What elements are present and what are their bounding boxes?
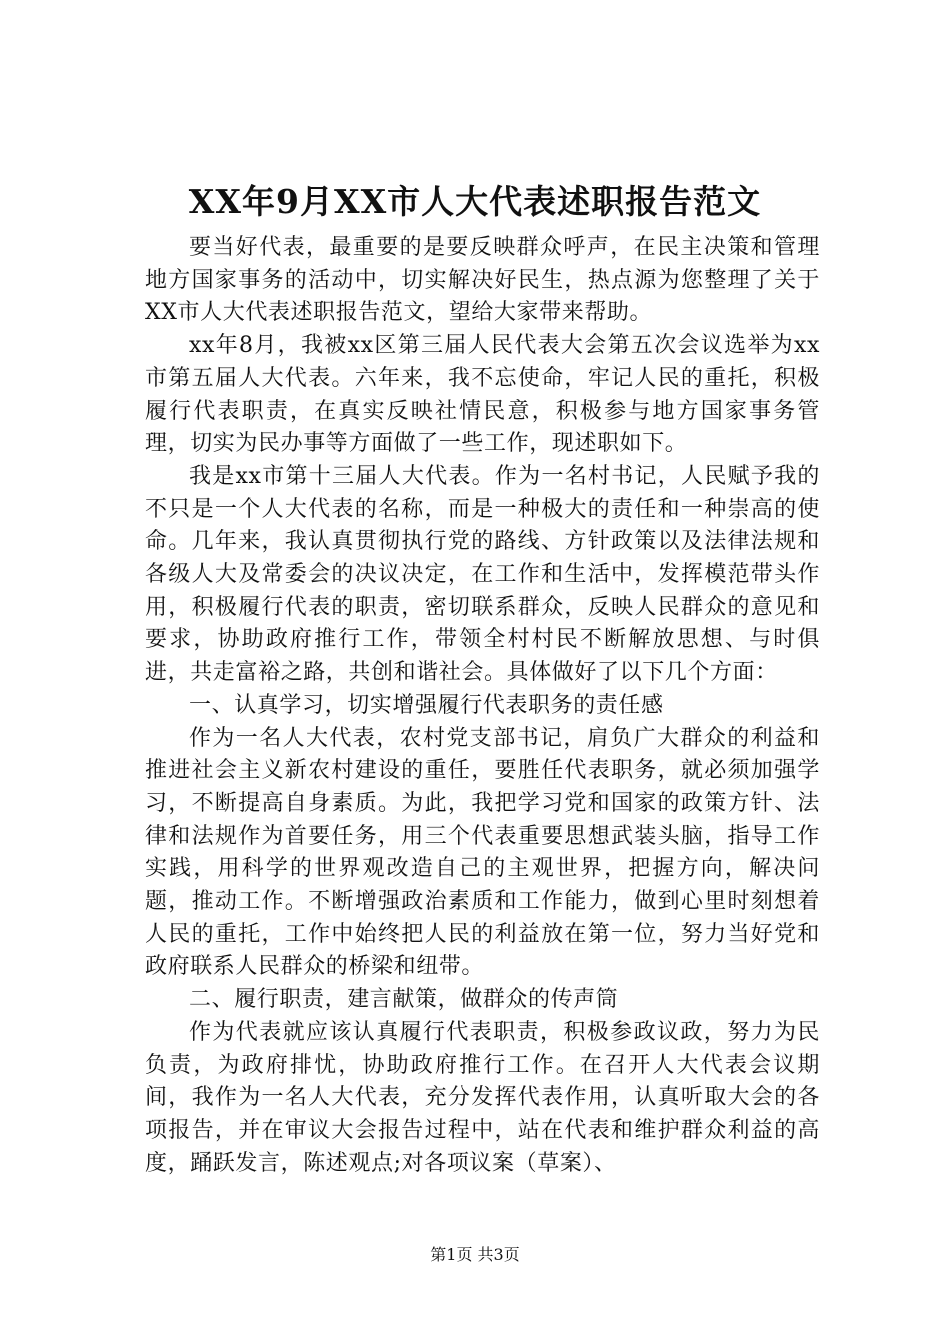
paragraph-study: 作为一名人大代表，农村党支部书记，肩负广大群众的利益和推进社会主义新农村建设的重任，要胜任代表职务，就必须加强学习，不断提高自身素质。为此，我把学习党和国家的政策方针、法律和法规作为首要任务，用三个代表重要思想武装头脑，指导工作实践，用科学的世界观改造自己的主观世界，把握方向，解决问题，推动工作。不断增强政治素质和工作能力，做到心里时刻想着人民的重托，工作中始终把人民的利益放在第一位，努力当好党和政府联系人民群众的桥梁和纽带。	[145, 725, 820, 980]
paragraph-duties: 作为代表就应该认真履行代表职责，积极参政议政，努力为民负责，为政府排忧，协助政府推行工作。在召开人大代表会议期间，我作为一名人大代表，充分发挥代表作用，认真听取大会的各项报告，并在审议大会报告过程中，站在代表和维护群众利益的高度，踊跃发言，陈述观点;对各项议案（草案）、	[145, 1019, 820, 1176]
document-body	[145, 232, 820, 1180]
page-footer: 第1页 共3页	[430, 1245, 520, 1264]
paragraph-election: xx年8月，我被xx区第三届人民代表大会第五次会议选举为xx市第五届人大代表。六年来，我不忘使命，牢记人民的重托，积极履行代表职责，在真实反映社情民意，积极参与地方国家事务管理，切实为民办事等方面做了一些工作，现述职如下。	[145, 333, 820, 457]
section-heading-2: 二、履行职责，建言献策，做群众的传声筒	[189, 987, 619, 1013]
document-title: XX年9月XX市人大代表述职报告范文	[188, 182, 762, 221]
intro-paragraph: 要当好代表，最重要的是要反映群众呼声，在民主决策和管理地方国家事务的活动中，切实解决好民生，热点源为您整理了关于XX市人大代表述职报告范文，望给大家带来帮助。	[145, 235, 820, 326]
section-heading-1: 一、认真学习，切实增强履行代表职务的责任感	[189, 692, 664, 718]
paragraph-role: 我是xx市第十三届人大代表。作为一名村书记，人民赋予我的不只是一个人大代表的名称，而是一种极大的责任和一种崇高的使命。几年来，我认真贯彻执行党的路线、方针政策以及法律法规和各级人大及常委会的决议决定，在工作和生活中，发挥模范带头作用，积极履行代表的职责，密切联系群众，反映人民群众的意见和要求，协助政府推行工作，带领全村村民不断解放思想、与时俱进，共走富裕之路，共创和谐社会。具体做好了以下几个方面：	[145, 463, 820, 686]
